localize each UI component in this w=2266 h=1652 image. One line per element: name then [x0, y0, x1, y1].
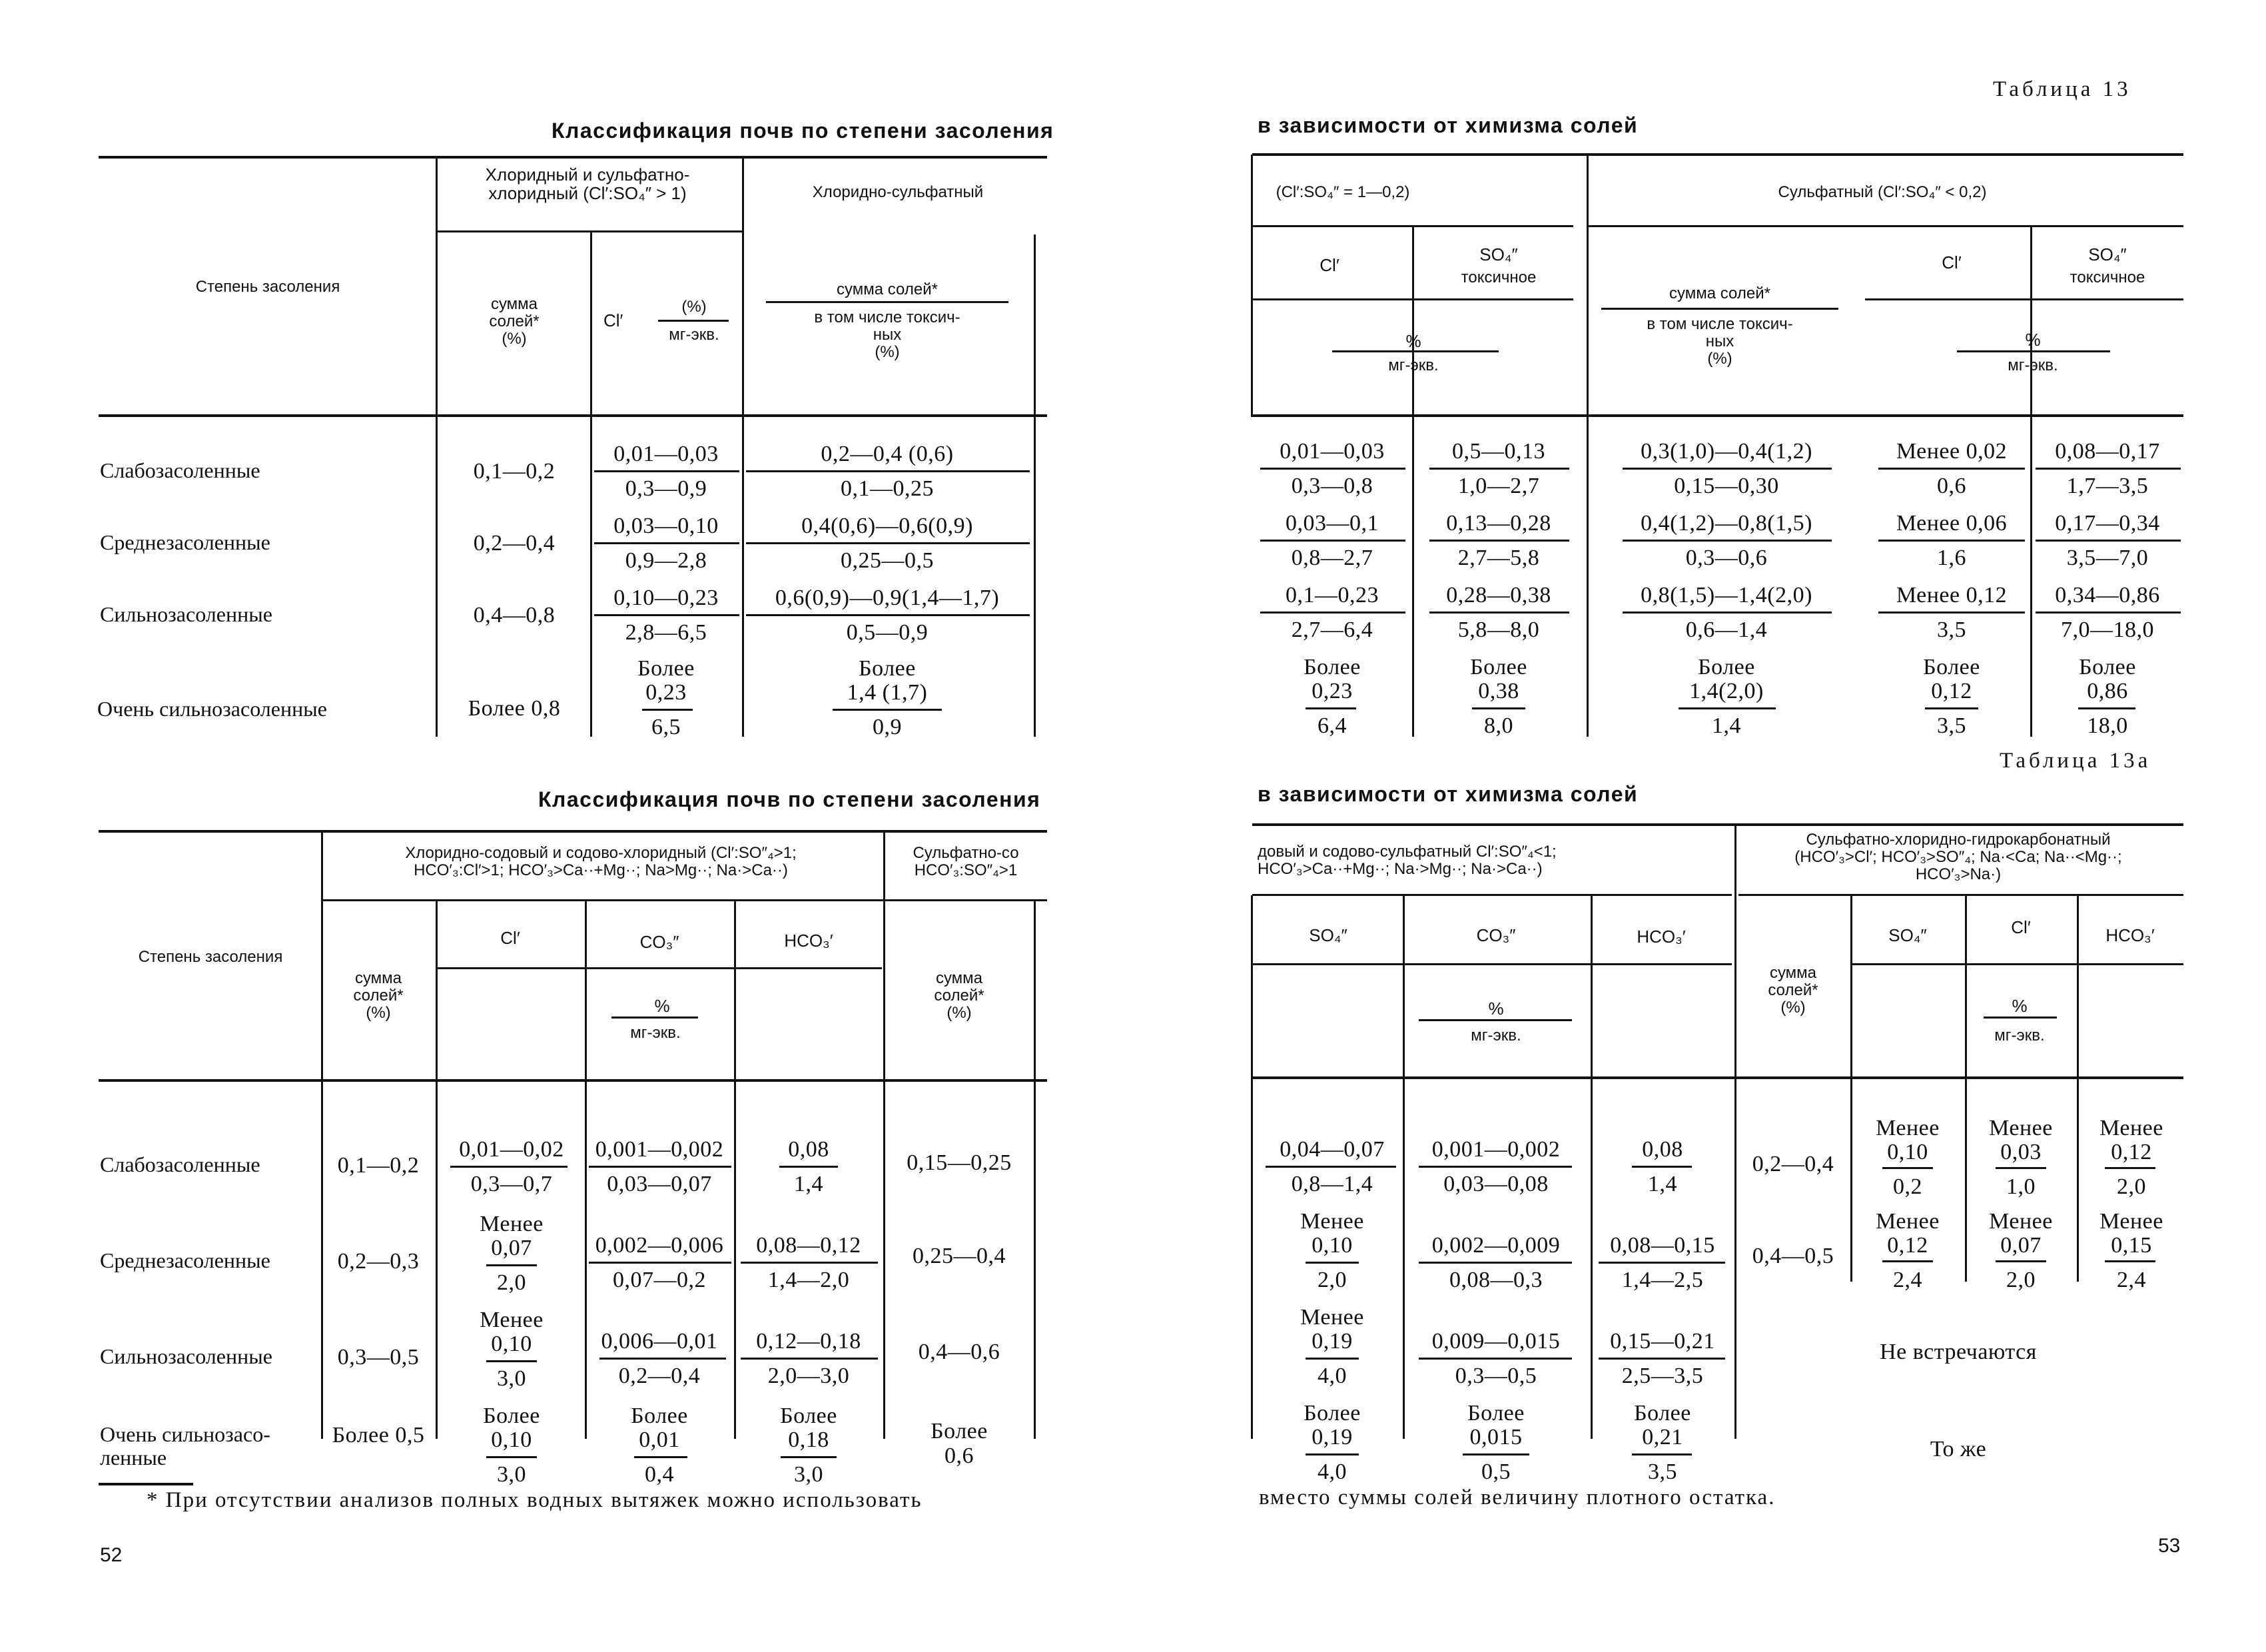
t13-r2-cl2-pct: 0,03—0,1 — [1286, 511, 1379, 536]
t13-r3-toxic: 0,5—0,9 — [846, 620, 929, 645]
t13-r1-sum-s: 0,3(1,0)—0,4(1,2) — [1641, 439, 1812, 464]
t13-head-sum-salts-s: сумма солей* — [1669, 284, 1770, 302]
t13-row1-name: Слабозасоленные — [100, 458, 260, 482]
t13a-head-co3-2: CO₃″ — [1476, 925, 1516, 945]
t13-row3-name: Сильнозасоленные — [100, 602, 272, 626]
t13-r4-toxic-s: 1,4 — [1712, 713, 1741, 738]
t13a-r2-so4c-less: Менее — [1876, 1209, 1940, 1234]
t13-r4-so4-more: Более — [1470, 655, 1527, 679]
t13-head-mgeq2: мг-экв. — [1388, 356, 1439, 374]
t13a-head-cl: Cl′ — [500, 928, 520, 948]
t13a-r4-co3b-more: Более — [1467, 1401, 1525, 1426]
t13-head-so4: SO₄″ — [1479, 244, 1518, 264]
t13-head-pct: (%) — [681, 298, 707, 316]
t13a-row3-sum3: Не встречаются — [1880, 1340, 2037, 1364]
t13a-r1-so4c-mgeq: 0,2 — [1893, 1174, 1922, 1199]
t13-head-group1: Хлоридный и сульфатно- хлоридный (Cl′:SO₄″ > 1) — [485, 165, 690, 204]
t13a-r3-hco3b-mgeq: 2,5—3,5 — [1621, 1364, 1704, 1388]
t13a-r1-clc-pct: 0,03 — [2000, 1140, 2042, 1164]
t13a-r4-co3b-pct: 0,015 — [1469, 1425, 1523, 1449]
t13-r3-toxic-s: 0,6—1,4 — [1685, 618, 1768, 642]
t13-r1-cl2-mgeq: 0,3—0,8 — [1291, 474, 1373, 498]
t13-r2-cl3-pct: Менее 0,06 — [1896, 511, 2008, 536]
table-13-title-left: Классификация почв по степени засоления — [552, 119, 1054, 143]
t13a-r3-cl-pct: 0,10 — [491, 1332, 532, 1356]
t13a-head-so4-2: SO₄″ — [1888, 925, 1927, 945]
t13-r3-so4s-mgeq: 7,0—18,0 — [2061, 618, 2154, 642]
t13a-r2-clc-pct: 0,07 — [2000, 1233, 2042, 1258]
t13a-row4-sum3: То же — [1930, 1437, 1987, 1461]
t13a-r4-so4-mgeq: 4,0 — [1318, 1459, 1347, 1484]
t13-r4-cl-more: Более — [637, 656, 695, 681]
t13-r4-sum-s-more: Более — [1698, 655, 1755, 679]
t13-r1-toxic: 0,1—0,25 — [841, 476, 934, 501]
t13a-row4-sum2: Более 0,6 — [931, 1419, 988, 1469]
t13a-head-group3: Сульфатно-хлоридно-гидрокарбонатный (HCO′₃>Cl′; HCO′₃>SO″₄; Na·<Ca; Na··<Mg··; HCO′₃>Na·) — [1794, 831, 2122, 883]
t13a-r1-cl-mgeq: 0,3—0,7 — [470, 1172, 553, 1196]
t13-r3-cl-mgeq: 2,8—6,5 — [625, 620, 707, 645]
t13a-r2-so4-pct: 0,10 — [1312, 1233, 1353, 1258]
t13a-head-pct-2: % — [1488, 999, 1504, 1019]
t13a-r2-so4-less: Менее — [1300, 1209, 1364, 1234]
t13-head-mgeq3: мг-экв. — [2008, 356, 2058, 374]
t13-head-incl-toxic-s: в том числе токсич- ных (%) — [1647, 315, 1793, 368]
t13a-r1-so4-mgeq: 0,8—1,4 — [1291, 1172, 1373, 1196]
footnote-left: * При отсутствии анализов полных водных вытяжек можно использовать — [147, 1488, 923, 1512]
t13a-r3-so4-pct: 0,19 — [1312, 1329, 1353, 1354]
t13a-r3-hco3-mgeq: 2,0—3,0 — [767, 1364, 850, 1388]
t13-row2-name: Среднезасоленные — [100, 530, 270, 554]
t13-r1-cl-mgeq: 0,3—0,9 — [625, 476, 707, 501]
t13-head-group2-cont: (Cl′:SO₄″ = 1—0,2) — [1276, 183, 1410, 201]
t13-r3-cl-pct: 0,10—0,23 — [613, 586, 719, 610]
t13-r4-cl3-pct: 0,12 — [1931, 679, 1972, 703]
t13-r4-so4-mgeq: 8,0 — [1484, 713, 1513, 738]
t13-r4-cl2-mgeq: 6,4 — [1318, 713, 1347, 738]
t13-r3-so4-mgeq: 5,8—8,0 — [1457, 618, 1540, 642]
t13-row1-sum: 0,1—0,2 — [473, 459, 556, 484]
t13-r1-so4s-mgeq: 1,7—3,5 — [2066, 474, 2149, 498]
t13a-r2-hco3b-mgeq: 1,4—2,5 — [1621, 1268, 1704, 1292]
t13a-r3-co3-pct: 0,006—0,01 — [601, 1329, 718, 1354]
t13a-head-sum-salts: сумма солей* (%) — [353, 969, 404, 1022]
t13-r2-toxic: 0,25—0,5 — [841, 548, 934, 573]
t13-r1-toxic-s: 0,15—0,30 — [1674, 474, 1779, 498]
t13a-r4-cl-mgeq: 3,0 — [497, 1462, 526, 1487]
t13-r4-cl2-more: Более — [1304, 655, 1361, 679]
t13-head-degree: Степень засоления — [195, 278, 340, 296]
t13-head-so4-2: SO₄″ — [2088, 244, 2127, 264]
t13a-r1-co3b-mgeq: 0,03—0,08 — [1443, 1172, 1549, 1196]
t13a-head-sum-salts-3: сумма солей* (%) — [1768, 964, 1818, 1017]
t13-head-sum-salts: сумма солей* (%) — [489, 295, 540, 348]
t13a-r4-hco3b-mgeq: 3,5 — [1648, 1459, 1677, 1484]
t13-r4-sum-s: 1,4(2,0) — [1689, 679, 1764, 703]
t13a-head-so4: SO₄″ — [1309, 925, 1347, 945]
t13-r2-toxic-s: 0,3—0,6 — [1685, 546, 1768, 570]
t13a-r1-co3b-pct: 0,001—0,002 — [1431, 1137, 1561, 1162]
t13a-r2-cl-mgeq: 2,0 — [497, 1270, 526, 1295]
t13-head-group2: Хлоридно-сульфатный — [812, 183, 984, 201]
t13a-r4-cl-pct: 0,10 — [491, 1428, 532, 1452]
t13a-head-hco3-2: HCO₃′ — [1637, 927, 1686, 947]
t13-r2-cl-pct: 0,03—0,10 — [613, 514, 719, 538]
t13-r3-cl3-pct: Менее 0,12 — [1896, 583, 2008, 608]
t13a-r1-hco3c-less: Менее — [2099, 1116, 2163, 1140]
t13a-head-pct: % — [654, 996, 670, 1016]
t13-r3-so4-pct: 0,28—0,38 — [1446, 583, 1551, 608]
t13a-row4-sum: Более 0,5 — [332, 1423, 425, 1447]
t13a-r4-cl-more: Более — [483, 1404, 540, 1428]
t13a-r1-co3-pct: 0,001—0,002 — [595, 1137, 724, 1162]
t13a-r2-so4-mgeq: 2,0 — [1318, 1268, 1347, 1292]
t13a-row1-sum: 0,1—0,2 — [337, 1153, 420, 1178]
t13a-r1-hco3b-pct: 0,08 — [1642, 1137, 1683, 1162]
t13-r2-sum-f: 0,4(0,6)—0,6(0,9) — [801, 514, 973, 538]
t13a-head-group2: Сульфатно-со HCO′₃:SO″₄>1 — [913, 844, 1019, 879]
t13a-r4-co3-pct: 0,01 — [639, 1428, 680, 1452]
t13a-row3-sum: 0,3—0,5 — [337, 1345, 420, 1370]
t13a-r4-hco3b-pct: 0,21 — [1642, 1425, 1683, 1449]
t13a-r2-co3-mgeq: 0,07—0,2 — [613, 1268, 706, 1292]
t13a-r4-hco3-mgeq: 3,0 — [794, 1462, 823, 1487]
t13a-r2-hco3c-pct: 0,15 — [2111, 1233, 2152, 1258]
t13a-r4-so4-more: Более — [1304, 1401, 1361, 1426]
t13a-row3-sum2: 0,4—0,6 — [918, 1340, 1000, 1364]
t13-r3-sum-f: 0,6(0,9)—0,9(1,4—1,7) — [775, 586, 1000, 610]
t13-r3-so4s-pct: 0,34—0,86 — [2055, 583, 2160, 608]
t13a-r1-cl-pct: 0,01—0,02 — [459, 1137, 564, 1162]
t13a-row1-sum3: 0,2—0,4 — [1752, 1152, 1834, 1176]
t13-r4-toxic: 0,9 — [873, 715, 902, 739]
page-number-left: 52 — [100, 1544, 123, 1566]
t13a-head-mgeq-2: мг-экв. — [1471, 1027, 1521, 1044]
t13-r4-sum-f: 1,4 (1,7) — [847, 680, 928, 705]
table-13-title-right: в зависимости от химизма солей — [1258, 113, 1639, 137]
t13-r2-sum-s: 0,4(1,2)—0,8(1,5) — [1641, 511, 1812, 536]
t13a-row3-name: Сильнозасоленные — [100, 1344, 272, 1368]
t13a-r4-hco3-pct: 0,18 — [788, 1428, 829, 1452]
t13-r4-so4-pct: 0,38 — [1478, 679, 1519, 703]
t13a-r2-hco3-pct: 0,08—0,12 — [756, 1233, 861, 1258]
t13a-r1-clc-less: Менее — [1989, 1116, 2053, 1140]
t13a-r2-co3b-pct: 0,002—0,009 — [1431, 1233, 1561, 1258]
t13-r4-cl-mgeq: 6,5 — [651, 715, 681, 739]
t13a-r1-hco3-pct: 0,08 — [788, 1137, 829, 1162]
t13a-r2-clc-less: Менее — [1989, 1209, 2053, 1234]
t13-r1-so4-pct: 0,5—0,13 — [1452, 439, 1545, 464]
t13a-head-mgeq: мг-экв. — [630, 1024, 681, 1042]
t13a-head-degree: Степень засоления — [138, 948, 283, 966]
t13a-row1-name: Слабозасоленные — [100, 1152, 260, 1176]
t13-r1-sum-f: 0,2—0,4 (0,6) — [821, 442, 954, 466]
t13-r4-so4s-pct: 0,86 — [2087, 679, 2128, 703]
t13a-head-hco3: HCO₃′ — [784, 931, 833, 951]
t13a-r4-co3-more: Более — [631, 1404, 688, 1428]
t13-head-incl-toxic: в том числе токсич- ных (%) — [814, 308, 960, 361]
t13-r1-cl3-mgeq: 0,6 — [1937, 474, 1966, 498]
t13a-r3-so4-less: Менее — [1300, 1305, 1364, 1330]
t13a-r2-hco3c-less: Менее — [2099, 1209, 2163, 1234]
t13a-r1-hco3c-pct: 0,12 — [2111, 1140, 2152, 1164]
t13a-row4-name: Очень сильнозасо- ленные — [100, 1422, 270, 1470]
t13-r2-so4s-mgeq: 3,5—7,0 — [2066, 546, 2149, 570]
t13-r3-sum-s: 0,8(1,5)—1,4(2,0) — [1641, 583, 1812, 608]
t13a-row2-name: Среднезасоленные — [100, 1248, 270, 1272]
t13a-r2-so4c-mgeq: 2,4 — [1893, 1268, 1922, 1292]
t13a-r1-so4-pct: 0,04—0,07 — [1280, 1137, 1385, 1162]
t13a-r1-so4c-less: Менее — [1876, 1116, 1940, 1140]
footnote-rule — [99, 1483, 193, 1485]
t13a-r3-hco3-pct: 0,12—0,18 — [756, 1329, 861, 1354]
t13-r1-so4-mgeq: 1,0—2,7 — [1457, 474, 1540, 498]
t13a-r2-co3b-mgeq: 0,08—0,3 — [1449, 1268, 1543, 1292]
t13a-r4-co3-mgeq: 0,4 — [645, 1462, 674, 1487]
t13a-r3-so4-mgeq: 4,0 — [1318, 1364, 1347, 1388]
t13a-r3-hco3b-pct: 0,15—0,21 — [1610, 1329, 1715, 1354]
t13a-r1-so4c-pct: 0,10 — [1887, 1140, 1928, 1164]
t13a-row2-sum2: 0,25—0,4 — [913, 1244, 1006, 1268]
t13-head-group3: Сульфатный (Cl′:SO₄″ < 0,2) — [1778, 183, 1987, 201]
t13a-head-pct-3: % — [2012, 996, 2028, 1016]
t13a-r2-co3-pct: 0,002—0,006 — [595, 1233, 724, 1258]
t13-r2-cl-mgeq: 0,9—2,8 — [625, 548, 707, 573]
t13a-r3-co3-mgeq: 0,2—0,4 — [618, 1364, 701, 1388]
t13-r2-cl3-mgeq: 1,6 — [1937, 546, 1966, 570]
table-13a-label: Таблица 13а — [2000, 749, 2151, 773]
t13a-row1-sum2: 0,15—0,25 — [907, 1150, 1012, 1175]
t13a-r3-cl-less: Менее — [480, 1308, 544, 1332]
t13a-r4-co3b-mgeq: 0,5 — [1481, 1459, 1511, 1484]
t13a-r3-co3b-mgeq: 0,3—0,5 — [1455, 1364, 1537, 1388]
t13a-r1-hco3c-mgeq: 2,0 — [2117, 1174, 2146, 1199]
footnote-right: вместо суммы солей величину плотного остатка. — [1259, 1485, 1776, 1509]
t13-r1-cl3-pct: Менее 0,02 — [1896, 439, 2008, 464]
t13-r4-so4s-mgeq: 18,0 — [2087, 713, 2128, 738]
table-13a-title-left: Классификация почв по степени засоления — [538, 787, 1041, 811]
t13a-r1-hco3-mgeq: 1,4 — [794, 1172, 823, 1196]
t13a-r1-co3-mgeq: 0,03—0,07 — [607, 1172, 712, 1196]
t13a-r4-hco3b-more: Более — [1634, 1401, 1691, 1426]
t13a-head-cl-2: Cl′ — [2011, 917, 2031, 937]
table-13a-title-right: в зависимости от химизма солей — [1258, 782, 1639, 806]
t13-head-sum-salts-f: сумма солей* — [837, 280, 938, 298]
t13a-head-co3: CO₃″ — [639, 932, 679, 952]
t13-head-mgeq: мг-экв. — [669, 326, 719, 344]
t13a-r4-hco3-more: Более — [780, 1404, 837, 1428]
t13a-head-mgeq-3: мг-экв. — [1994, 1027, 2045, 1044]
t13a-r1-clc-mgeq: 1,0 — [2006, 1174, 2036, 1199]
t13a-row2-sum3: 0,4—0,5 — [1752, 1244, 1834, 1268]
t13-row2-sum: 0,2—0,4 — [473, 531, 556, 556]
page-number-right: 53 — [2158, 1535, 2181, 1557]
t13-head-cl-2: Cl′ — [1320, 255, 1339, 275]
t13-r1-cl-pct: 0,01—0,03 — [613, 442, 719, 466]
t13-r4-so4s-more: Более — [2079, 655, 2136, 679]
t13-head-pct2: % — [1405, 331, 1421, 351]
t13-r4-cl3-more: Более — [1923, 655, 1980, 679]
t13a-head-sum-salts-2: сумма солей* (%) — [934, 969, 984, 1022]
t13-r3-cl2-mgeq: 2,7—6,4 — [1291, 618, 1373, 642]
t13-head-pct3: % — [2025, 330, 2041, 350]
t13-r3-cl3-mgeq: 3,5 — [1937, 618, 1966, 642]
t13-r1-cl2-pct: 0,01—0,03 — [1280, 439, 1385, 464]
t13-r4-cl-pct: 0,23 — [645, 680, 687, 705]
t13a-head-hco3-3: HCO₃′ — [2105, 925, 2155, 945]
t13-row4-name: Очень сильнозасоленные — [97, 697, 327, 721]
t13a-r2-clc-mgeq: 2,0 — [2006, 1268, 2036, 1292]
t13-r3-cl2-pct: 0,1—0,23 — [1286, 583, 1379, 608]
t13-head-cl: Cl′ — [603, 310, 623, 330]
t13a-r1-hco3b-mgeq: 1,4 — [1648, 1172, 1677, 1196]
t13-head-cl-3: Cl′ — [1942, 252, 1962, 272]
t13-row3-sum: 0,4—0,8 — [473, 603, 556, 627]
t13a-head-group2-cont: довый и содово-сульфатный Cl′:SO″₄<1; HCO′₃>Ca··+Mg··; Na·>Mg··; Na·>Ca··) — [1258, 843, 1557, 878]
t13-r4-sum-more: Более — [859, 656, 916, 681]
t13-r1-so4s-pct: 0,08—0,17 — [2055, 439, 2160, 464]
t13-row4-sum: Более 0,8 — [468, 696, 561, 721]
t13-head-toxic: токсичное — [1461, 268, 1537, 286]
t13-head-toxic-2: токсичное — [2070, 268, 2145, 286]
t13a-r2-so4c-pct: 0,12 — [1887, 1233, 1928, 1258]
t13a-r4-so4-pct: 0,19 — [1312, 1425, 1353, 1449]
t13-r4-cl3-mgeq: 3,5 — [1937, 713, 1966, 738]
t13-r2-so4-mgeq: 2,7—5,8 — [1457, 546, 1540, 570]
t13-r2-cl2-mgeq: 0,8—2,7 — [1291, 546, 1373, 570]
t13a-r2-cl-pct: 0,07 — [491, 1236, 532, 1260]
t13a-r3-cl-mgeq: 3,0 — [497, 1366, 526, 1391]
t13-r2-so4s-pct: 0,17—0,34 — [2055, 511, 2160, 536]
t13a-r2-cl-less: Менее — [480, 1212, 544, 1236]
t13a-r3-co3b-pct: 0,009—0,015 — [1431, 1329, 1561, 1354]
t13-r4-cl2-pct: 0,23 — [1312, 679, 1353, 703]
t13a-head-group1: Хлоридно-содовый и содово-хлоридный (Cl′:SO″₄>1; HCO′₃:Cl′>1; HCO′₃>Ca··+Mg··; Na>Mg··; Na·>Ca··) — [405, 844, 797, 879]
t13a-row2-sum: 0,2—0,3 — [337, 1249, 420, 1274]
t13-r2-so4-pct: 0,13—0,28 — [1446, 511, 1551, 536]
table-13-label: Таблица 13 — [1993, 77, 2131, 101]
t13a-r2-hco3-mgeq: 1,4—2,0 — [767, 1268, 850, 1292]
t13a-r2-hco3b-pct: 0,08—0,15 — [1610, 1233, 1715, 1258]
t13a-r2-hco3c-mgeq: 2,4 — [2117, 1268, 2146, 1292]
